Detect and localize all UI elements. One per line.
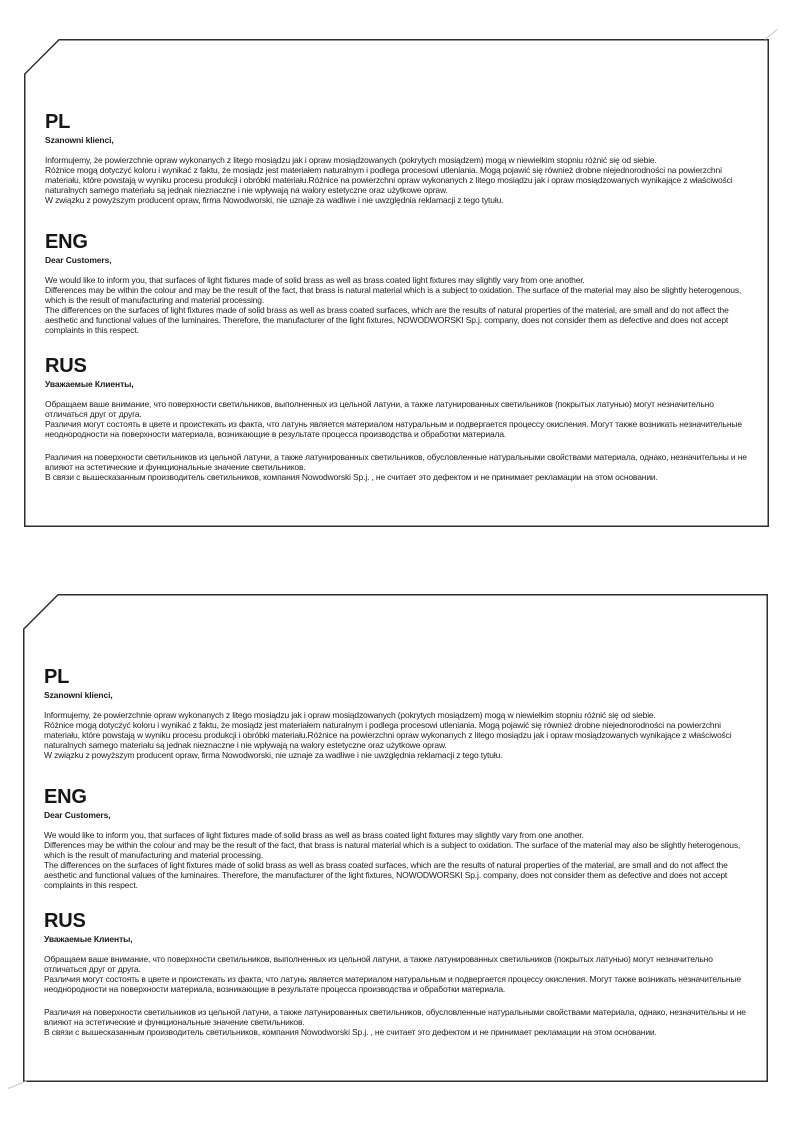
- paragraph-line: Обращаем ваше внимание, что поверхности светильников, выполненных из цельной латуни, а также латунированных светильников (покрытых латунью) могут незначительно отличаться друг от друга.: [44, 954, 713, 974]
- salutation-eng: Dear Customers,: [45, 255, 112, 265]
- salutation-pl: Szanowni klienci,: [44, 690, 113, 700]
- paragraph-group-rus-a: [45, 399, 756, 439]
- language-heading-pl: PL: [44, 666, 70, 688]
- paragraph-line: W związku z powyższym producent opraw, firma Nowodworski, nie uznaje za wadliwe i nie uwzględnia reklamacji z tego tytułu.: [45, 195, 504, 205]
- salutation-eng: Dear Customers,: [44, 810, 111, 820]
- paragraph-line: В связи с вышесказанным производитель светильников, компания Nowodworski Sp.j. , не считает это дефектом и не принимает рекламации на этом основании.: [45, 472, 658, 482]
- paragraph-line: Обращаем ваше внимание, что поверхности светильников, выполненных из цельной латуни, а также латунированных светильников (покрытых латунью) могут незначительно отличаться друг от друга.: [45, 399, 714, 419]
- language-heading-pl: PL: [45, 111, 71, 133]
- language-heading-rus: RUS: [45, 355, 87, 377]
- paragraph-line: Różnice mogą dotyczyć koloru i wynikać z faktu, że mosiądz jest materiałem naturalnym i podlega procesowi utleniania. Mogą pojawić się również drobne niejednorodności na powierzchni materiału, które powstają w wyniku procesu produkcji i obróbki materiału.Różnice na powierzchni opraw wykonanych z litego mosiądzu jak i opraw mosiądzowanych wynikające z właściwości naturalnych samego materiału są jednak nieznaczne i nie wpływają na walory estetyczne oraz użytkowe opraw.: [45, 165, 733, 195]
- paragraph-group-eng: [44, 830, 755, 890]
- notice-panel-1: [24, 39, 769, 527]
- panel-content: [45, 112, 756, 482]
- paragraph-line: Informujemy, że powierzchnie opraw wykonanych z litego mosiądzu jak i opraw mosiądzowanych (pokrytych mosiądzem) mogą w niewielkim stopniu różnić się od siebie.: [44, 710, 656, 720]
- paragraph-line: Различия на поверхности светильников из цельной латуни, а также латунированных светильников, обусловленные натуральными свойствами материала, однако, незначительны и не влияют на эстетические и функциональные значение светильников.: [45, 452, 747, 472]
- panel-content: [44, 667, 755, 1037]
- section-english: [44, 787, 755, 890]
- paragraph-line: W związku z powyższym producent opraw, firma Nowodworski, nie uznaje za wadliwe i nie uwzględnia reklamacji z tego tytułu.: [44, 750, 503, 760]
- notice-panel-2: [23, 594, 768, 1082]
- paragraph-group-rus-a: [44, 954, 755, 994]
- section-polish: [45, 112, 756, 205]
- paragraph-group-pl: [44, 710, 755, 760]
- language-heading-rus: RUS: [44, 910, 86, 932]
- paragraph-line: Informujemy, że powierzchnie opraw wykonanych z litego mosiądzu jak i opraw mosiądzowanych (pokrytych mosiądzem) mogą w niewielkim stopniu różnić się od siebie.: [45, 155, 657, 165]
- section-english: [45, 232, 756, 335]
- paragraph-group-eng: [45, 275, 756, 335]
- scan-fold-mark-bottom-left: [8, 1081, 27, 1089]
- scan-fold-mark-top-right: [765, 29, 778, 40]
- paragraph-line: В связи с вышесказанным производитель светильников, компания Nowodworski Sp.j. , не считает это дефектом и не принимает рекламации на этом основании.: [44, 1027, 657, 1037]
- paragraph-group-rus-b: [44, 1007, 755, 1037]
- paragraph-line: Различия на поверхности светильников из цельной латуни, а также латунированных светильников, обусловленные натуральными свойствами материала, однако, незначительны и не влияют на эстетические и функциональные значение светильников.: [44, 1007, 746, 1027]
- section-russian: [44, 911, 755, 1037]
- paragraph-line: We would like to inform you, that surfaces of light fixtures made of solid brass as well as brass coated light fixtures may slightly vary from one another.: [44, 830, 584, 840]
- language-heading-eng: ENG: [44, 786, 87, 808]
- salutation-pl: Szanowni klienci,: [45, 135, 114, 145]
- paragraph-line: Różnice mogą dotyczyć koloru i wynikać z faktu, że mosiądz jest materiałem naturalnym i podlega procesowi utleniania. Mogą pojawić się również drobne niejednorodności na powierzchni materiału, które powstają w wyniku procesu produkcji i obróbki materiału.Różnice na powierzchni opraw wykonanych z litego mosiądzu jak i opraw mosiądzowanych wynikające z właściwości naturalnych samego materiału są jednak nieznaczne i nie wpływają na walory estetyczne oraz użytkowe opraw.: [44, 720, 732, 750]
- section-russian: [45, 356, 756, 482]
- paragraph-line: Differences may be within the colour and may be the result of the fact, that brass is natural material which is a subject to oxidation. The surface of the material may also be slightly heterogenous, which is the result of manufacturing and material processing.: [44, 840, 741, 860]
- paragraph-group-rus-b: [45, 452, 756, 482]
- salutation-rus: Уважаемые Клиенты,: [44, 934, 133, 944]
- language-heading-eng: ENG: [45, 231, 88, 253]
- paragraph-line: Различия могут состоять в цвете и проистекать из факта, что латунь является материалом натуральным и подвергается процессу окисления. Могут также возникать незначительные неоднородности на поверхности материала, возникающие в результате процесса производства и обработки материала.: [45, 419, 742, 439]
- section-polish: [44, 667, 755, 760]
- paragraph-line: The differences on the surfaces of light fixtures made of solid brass as well as brass coated surfaces, which are the results of natural properties of the material, are small and do not affect the aesthetic and functional values of the luminaires. Therefore, the manufacturer of the light fixtures, NOWODWORSKI Sp.j. company, does not consider them as defective and does not accept complaints in this respect.: [45, 305, 729, 335]
- paragraph-group-pl: [45, 155, 756, 205]
- paragraph-line: The differences on the surfaces of light fixtures made of solid brass as well as brass coated surfaces, which are the results of natural properties of the material, are small and do not affect the aesthetic and functional values of the luminaires. Therefore, the manufacturer of the light fixtures, NOWODWORSKI Sp.j. company, does not consider them as defective and does not accept complaints in this respect.: [44, 860, 728, 890]
- paragraph-line: Различия могут состоять в цвете и проистекать из факта, что латунь является материалом натуральным и подвергается процессу окисления. Могут также возникать незначительные неоднородности на поверхности материала, возникающие в результате процесса производства и обработки материала.: [44, 974, 741, 994]
- paragraph-line: We would like to inform you, that surfaces of light fixtures made of solid brass as well as brass coated light fixtures may slightly vary from one another.: [45, 275, 585, 285]
- salutation-rus: Уважаемые Клиенты,: [45, 379, 134, 389]
- paragraph-line: Differences may be within the colour and may be the result of the fact, that brass is natural material which is a subject to oxidation. The surface of the material may also be slightly heterogenous, which is the result of manufacturing and material processing.: [45, 285, 742, 305]
